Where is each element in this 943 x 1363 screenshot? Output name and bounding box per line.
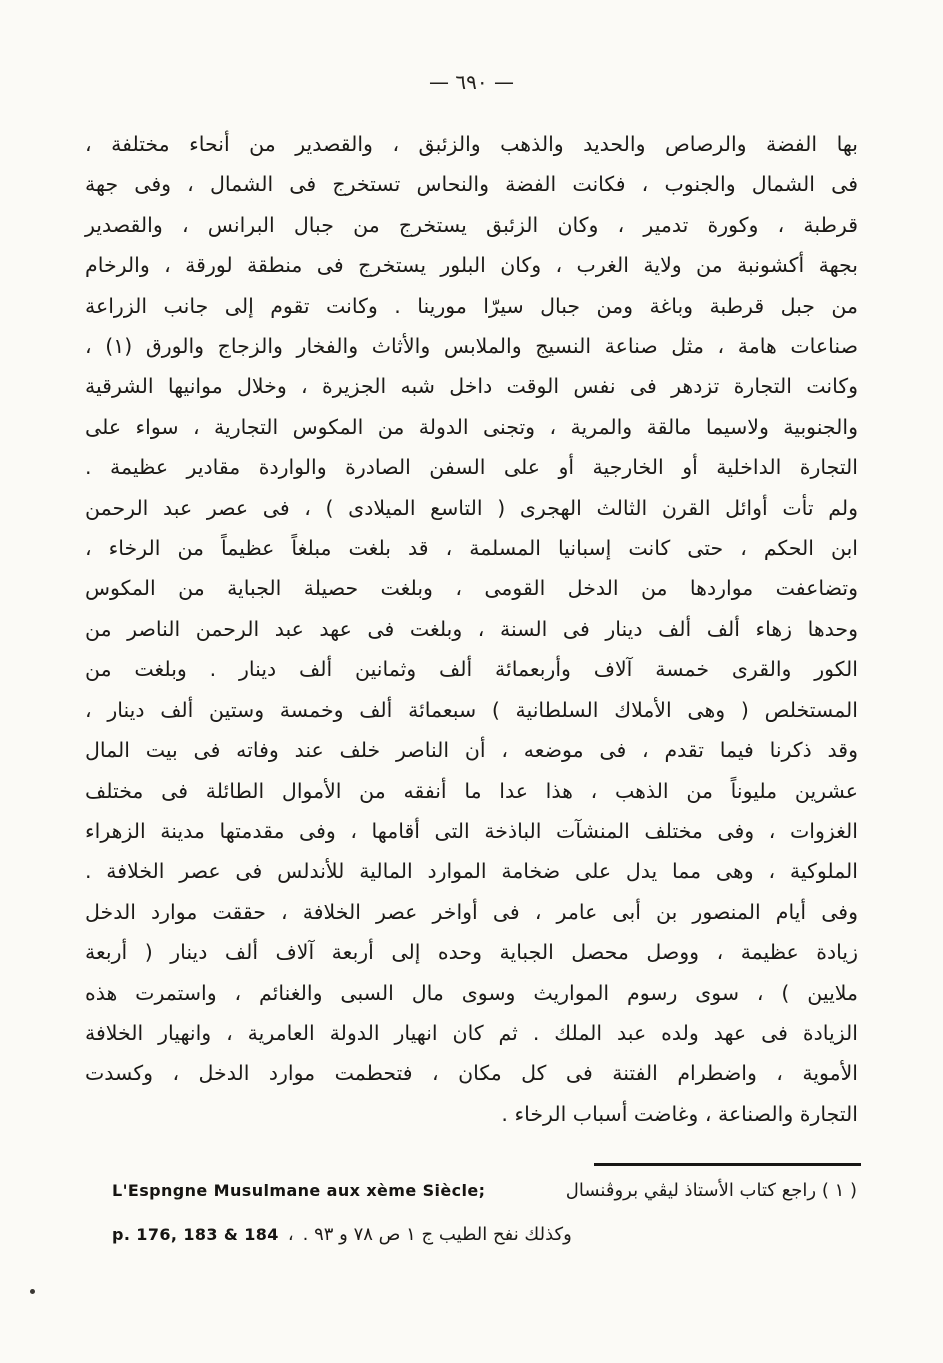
text-line: والجنوبية ولاسيما مالقة والمرية ، وتجنى الدولة من المكوس التجارية ، سواء على: [85, 414, 858, 439]
footnote-arabic-reference: ( ١ ) راجع كتاب الأستاذ ليڤي بروڤنسال: [565, 1180, 857, 1201]
text-line: المستخلص ( وهى الأملاك السلطانية ) سبعمائة ألف وخمسة وستين ألف دينار ،: [85, 697, 858, 722]
ink-speck: [30, 1289, 35, 1294]
footnote-latin-title: L'Espngne Musulmane aux xème Siècle;: [112, 1181, 486, 1200]
page-number: — ٦٩٠ —: [429, 70, 514, 94]
text-line: عشرين مليوناً من الذهب ، هذا عدا ما أنفقه من الأموال الطائلة فى مختلف: [85, 778, 858, 803]
text-line: الزيادة فى عهد ولده عبد الملك . ثم كان انهيار الدولة العامرية ، وانهيار الخلافة: [85, 1020, 858, 1045]
text-line: قرطبة ، وكورة تدمير ، وكان الزئبق يستخرج من جبال البرانس ، والقصدير: [85, 212, 858, 237]
text-line: التجارة الداخلية أو الخارجية أو على السفن الصادرة والواردة مقادير عظيمة .: [85, 455, 858, 480]
text-line: ملايين ) ، سوى رسوم المواريث وسوى مال السبى والغنائم ، واستمرت هذه: [85, 980, 858, 1005]
text-line: الملوكية ، وهى مما يدل على ضخامة الموارد المالية للأندلس فى عصر الخلافة .: [85, 859, 858, 884]
text-line: ابن الحكم ، حتى كانت إسبانيا المسلمة ، قد بلغت مبلغاً عظيماً من الرخاء ،: [85, 536, 858, 561]
text-line: من جبل قرطبة وباغة ومن جبال سيرّا مورينا . وكانت تقوم إلى جانب الزراعة: [85, 293, 858, 318]
text-line: الأموية ، واضطرام الفتنة فى كل مكان ، فتحطمت موارد الدخل ، وكسدت: [85, 1061, 858, 1086]
text-line: وحدها زهاء ألف ألف دينار فى السنة ، وبلغت فى عهد عبد الرحمن الناصر من: [85, 616, 858, 641]
footnote-latin-pages: p. 176, 183 & 184: [112, 1225, 279, 1244]
text-line: زيادة عظيمة ، ووصل محصل الجباية وحده إلى أربعة آلاف ألف دينار ( أربعة: [85, 940, 858, 965]
footnote-line-2: [112, 1224, 572, 1245]
text-line: بها الفضة والرصاص والحديد والذهب والزئبق ، والقصدير من أنحاء مختلفة ،: [85, 132, 858, 156]
text-line: وفى أيام المنصور بن أبى عامر ، فى أواخر عصر الخلافة ، حققت موارد الدخل: [85, 899, 858, 924]
text-line: الغزوات ، وفى مختلف المنشآت الباذخة التى أقامها ، وفى مقدمتها مدينة الزهراء: [85, 818, 858, 843]
text-line: صناعات هامة ، مثل صناعة النسيج والملابس والأثاث والفخار والزجاج والورق (١) ،: [85, 334, 858, 359]
body-text: [85, 124, 858, 1134]
text-line: وقد ذكرنا فيما تقدم ، فى موضعه ، أن الناصر خلف عند وفاته فى بيت المال: [85, 738, 858, 763]
footnote-divider: [594, 1163, 861, 1166]
footnote-line-1: [112, 1180, 857, 1201]
text-line: ولم تأت أوائل القرن الثالث الهجرى ( التاسع الميلادى ) ، فى عصر عبد الرحمن: [85, 495, 858, 520]
text-line: بجهة أكشونبة من ولاية الغرب ، وكان البلور يستخرج فى منطقة لورقة ، والرخام: [85, 253, 858, 278]
text-line: فى الشمال والجنوب ، فكانت الفضة والنحاس تستخرج فى الشمال ، وفى جهة: [85, 172, 858, 197]
text-line: وتضاعفت مواردها من الدخل القومى ، وبلغت حصيلة الجباية من المكوس: [85, 576, 858, 601]
text-line: التجارة والصناعة ، وغاضت أسباب الرخاء .: [501, 1101, 858, 1126]
text-line: وكانت التجارة تزدهر فى نفس الوقت داخل شبه الجزيرة ، وخلال موانيها الشرقية: [85, 374, 858, 399]
text-line: الكور والقرى خمسة آلاف وأربعمائة ألف وثمانين ألف دينار . وبلغت من: [85, 657, 858, 682]
footnote-comma: ،: [287, 1224, 294, 1245]
footnote-arabic-continuation: وكذلك نفح الطيب ج ١ ص ٧٨ و ٩٣ .: [302, 1224, 572, 1245]
